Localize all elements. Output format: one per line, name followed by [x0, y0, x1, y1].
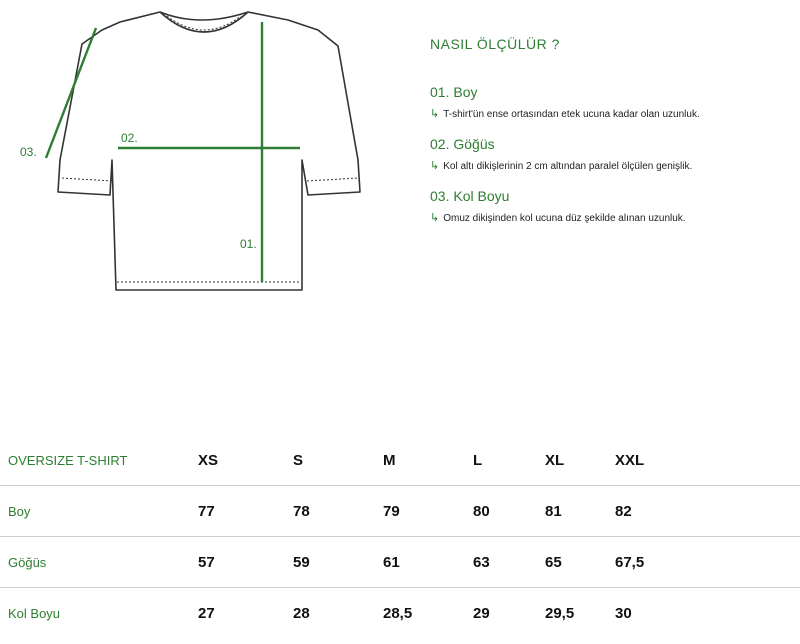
- row-label: Kol Boyu: [8, 605, 61, 621]
- size-header: XS: [198, 451, 219, 469]
- size-header: XL: [545, 451, 565, 469]
- guide-item-desc: T-shirt'ün ense ortasından etek ucuna kadar olan uzunluk.: [443, 109, 700, 120]
- table-cell: 27: [198, 604, 215, 622]
- guide-item-desc: Omuz dikişinden kol ucuna düz şekilde alınan uzunluk.: [443, 213, 686, 224]
- guide-item-sleeve: [430, 188, 790, 224]
- table-header-row: [0, 435, 800, 486]
- label-02: 02.: [121, 131, 138, 145]
- label-01: 01.: [240, 237, 257, 251]
- tshirt-collar: [160, 12, 248, 32]
- guide-item-desc: Kol altı dikişlerinin 2 cm altından paralel ölçülen genişlik.: [443, 161, 693, 172]
- guide-item-title: 02. Göğüs: [430, 136, 495, 152]
- table-cell: 63: [473, 553, 490, 571]
- table-cell: 30: [615, 604, 632, 622]
- guide-title: NASIL ÖLÇÜLÜR ?: [430, 36, 560, 52]
- label-03: 03.: [20, 145, 37, 159]
- table-cell: 61: [383, 553, 400, 571]
- table-cell: 29,5: [545, 604, 575, 622]
- return-arrow-icon: ↳: [430, 108, 440, 120]
- table-cell: 77: [198, 502, 215, 520]
- table-cell: 57: [198, 553, 215, 571]
- row-label: Göğüs: [8, 554, 47, 570]
- table-cell: 82: [615, 502, 632, 520]
- guide-item-title: 03. Kol Boyu: [430, 188, 510, 204]
- table-cell: 79: [383, 502, 400, 520]
- size-header: S: [293, 451, 304, 469]
- guide-item-title: 01. Boy: [430, 84, 478, 100]
- table-cell: 67,5: [615, 553, 645, 571]
- size-header: XXL: [615, 451, 645, 469]
- guide-item-chest: [430, 136, 790, 172]
- return-arrow-icon: ↳: [430, 160, 440, 172]
- tshirt-diagram: [0, 0, 380, 320]
- table-cell: 81: [545, 502, 562, 520]
- table-cell: 28,5: [383, 604, 413, 622]
- table-cell: 28: [293, 604, 310, 622]
- table-cell: 80: [473, 502, 490, 520]
- measuring-guide: [430, 36, 790, 240]
- size-header: L: [473, 451, 483, 469]
- table-cell: 65: [545, 553, 562, 571]
- table-cell: 78: [293, 502, 310, 520]
- size-table: [0, 435, 800, 638]
- table-row: [0, 486, 800, 537]
- size-header: M: [383, 451, 396, 469]
- table-row: [0, 588, 800, 639]
- sleeve-measure-line: [46, 28, 96, 158]
- row-label: Boy: [8, 503, 31, 519]
- guide-item-length: [430, 84, 790, 120]
- table-cell: 29: [473, 604, 490, 622]
- return-arrow-icon: ↳: [430, 212, 440, 224]
- table-row: [0, 537, 800, 588]
- table-cell: 59: [293, 553, 310, 571]
- tshirt-outline: [58, 12, 360, 290]
- table-title: OVERSIZE T-SHIRT: [8, 452, 128, 468]
